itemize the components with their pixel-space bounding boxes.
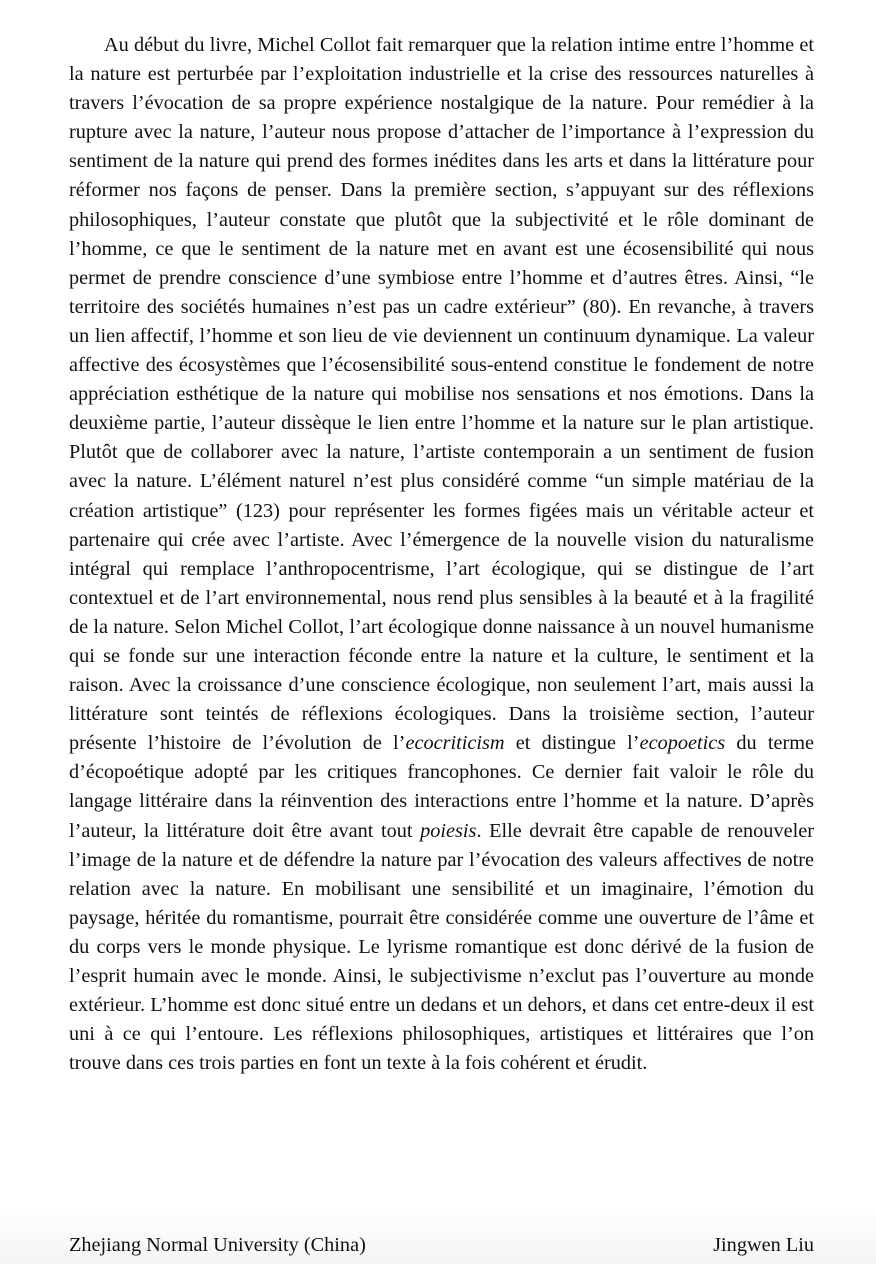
italic-term-ecocriticism: ecocriticism xyxy=(405,732,505,755)
review-paragraph xyxy=(69,31,814,1078)
italic-term-ecopoetics: ecopoetics xyxy=(639,732,726,755)
paragraph-text-2: et distingue l’ xyxy=(504,732,640,755)
author-name: Jingwen Liu xyxy=(713,1234,814,1256)
author-affiliation: Zhejiang Normal University (China) xyxy=(69,1234,366,1256)
paragraph-text-1: Au début du livre, Michel Collot fait remarquer que la relation intime entre l’homme et la nature est perturbée par l’exploitation industrielle et la crise des ressources naturelles à travers l’évocation de sa propre expérience nostalgique de la nature. Pour remédier à la rupture avec la nature, l’auteur nous propose d’attacher de l’importance à l’expression du sentiment de la nature qui prend des formes inédites dans les arts et dans la littérature pour réformer nos façons de penser. Dans la première section, s’appuyant sur des réflexions philosophiques, l’auteur constate que plutôt que la subjectivité et le rôle dominant de l’homme, ce que le sentiment de la nature met en avant est une écosensibilité qui nous permet de prendre conscience d’une symbiose entre l’homme et d’autres êtres. Ainsi, “le territoire des sociétés humaines n’est pas un cadre extérieur” (80). En revanche, à travers un lien affectif, l’homme et son lieu de vie deviennent un continuum dynamique. La valeur affective des écosystèmes que l’écosensibilité sous-entend constitue le fondement de notre appréciation esthétique de la nature qui mobilise nos sensations et nos émotions. Dans la deuxième partie, l’auteur dissèque le lien entre l’homme et la nature sur le plan artistique. Plutôt que de collaborer avec la nature, l’artiste contemporain a un sentiment de fusion avec la nature. L’élément naturel n’est plus considéré comme “un simple matériau de la création artistique” (123) pour représenter les formes figées mais un véritable acteur et partenaire qui crée avec l’artiste. Avec l’émergence de la nouvelle vision du naturalisme intégral qui remplace l’anthropocentrisme, l’art écologique, qui se distingue de l’art contextuel et de l’art environnemental, nous rend plus sensibles à la beauté et à la fragilité de la nature. Selon Michel Collot, l’art écologique donne naissance à un nouvel humanisme qui se fonde sur une interaction féconde entre la nature et la culture, le sentiment et la raison. Avec la croissance d’une conscience écologique, non seulement l’art, mais aussi la littérature sont teintés de réflexions écologiques. Dans la troisième section, l’auteur présente l’histoire de l’évolution de l’ xyxy=(69,34,814,755)
signature-footer xyxy=(69,1229,814,1261)
paragraph-text-4: . Elle devrait être capable de renouveler l’image de la nature et de défendre la nature par l’évocation des valeurs affectives de notre relation avec la nature. En mobilisant une sensibilité et un imaginaire, l’émotion du paysage, héritée du romantisme, pourrait être considérée comme une ouverture de l’âme et du corps vers le monde physique. Le lyrisme romantique est donc dérivé de la fusion de l’esprit humain avec le monde. Ainsi, le subjectivisme n’exclut pas l’ouverture au monde extérieur. L’homme est donc situé entre un dedans et un dehors, et dans cet entre-deux il est uni à ce qui l’entoure. Les réflexions philosophiques, artistiques et littéraires que l’on trouve dans ces trois parties en font un texte à la fois cohérent et érudit. xyxy=(69,819,814,1075)
paragraph-text-3: du terme d’écopoétique adopté par les critiques francophones. Ce dernier fait valoir le rôle du langage littéraire dans la réinvention des interactions entre l’homme et la nature. D’après l’auteur, la littérature doit être avant tout xyxy=(69,732,814,842)
italic-term-poiesis: poiesis xyxy=(420,819,477,842)
